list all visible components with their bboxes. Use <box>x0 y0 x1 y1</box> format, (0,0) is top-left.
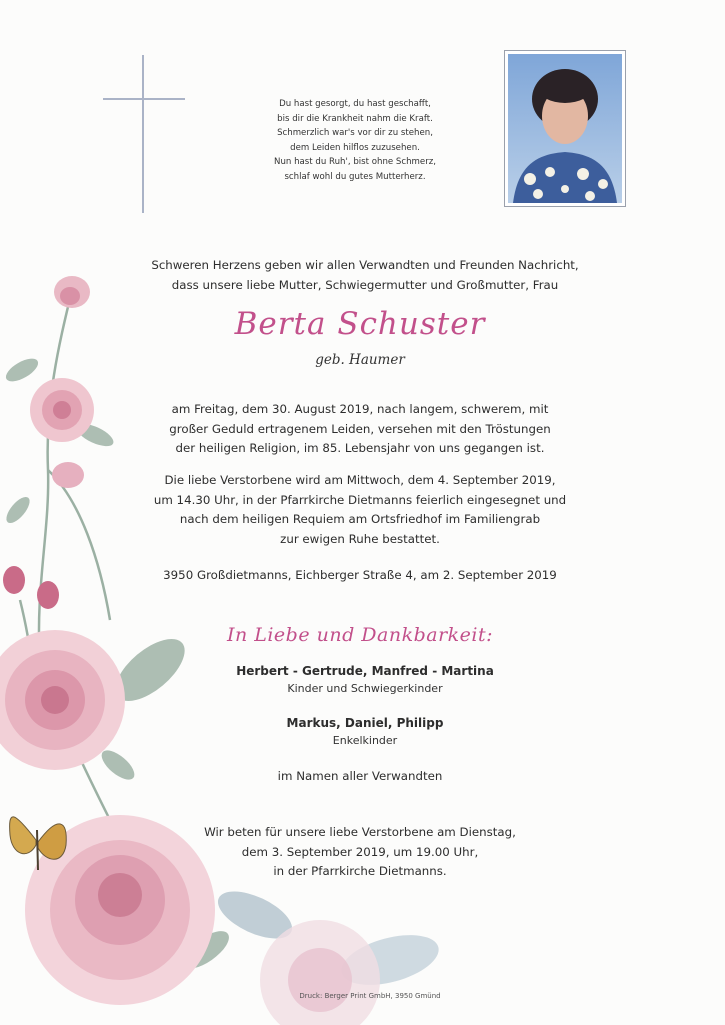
death-notice <box>110 400 610 459</box>
funeral-line: Die liebe Verstorbene wird am Mittwoch, dem 4. September 2019, <box>164 473 556 487</box>
relatives-line: im Namen aller Verwandten <box>277 769 443 783</box>
poem-line: schlaf wohl du gutes Mutterherz. <box>284 171 426 182</box>
poem-line: Schmerzlich war's vor dir zu stehen, <box>277 128 433 138</box>
poem <box>230 97 480 184</box>
intro-line: Schweren Herzens geben wir allen Verwandten und Freunden Nachricht, <box>151 258 579 272</box>
funeral-details <box>110 471 610 549</box>
deceased-name: Berta Schuster <box>234 306 486 342</box>
grandchildren-names: Markus, Daniel, Philipp <box>286 716 444 730</box>
prayer-notice <box>110 823 610 882</box>
prayer-line: in der Pfarrkirche Dietmanns. <box>273 864 447 878</box>
grandchildren-relation: Enkelkinder <box>332 734 398 747</box>
poem-line: Du hast gesorgt, du hast geschafft, <box>279 99 431 109</box>
printer-credit: Druck: Berger Print GmbH, 3950 Gmünd <box>299 992 441 1000</box>
place-date: 3950 Großdietmanns, Eichberger Straße 4, am 2. September 2019 <box>163 568 557 582</box>
intro-text <box>110 255 620 295</box>
funeral-line: nach dem heiligen Requiem am Ortsfriedhof im Familiengrab <box>179 512 541 526</box>
maiden-name: geb. Haumer <box>315 352 405 368</box>
children-names: Herbert - Gertrude, Manfred - Martina <box>236 664 494 678</box>
prayer-line: Wir beten für unsere liebe Verstorbene am Dienstag, <box>204 825 516 839</box>
portrait-photo <box>504 50 626 207</box>
poem-line: Nun hast du Ruh', bist ohne Schmerz, <box>274 157 436 167</box>
cross-symbol <box>103 55 185 215</box>
death-notice-line: am Freitag, dem 30. August 2019, nach langem, schwerem, mit <box>171 402 549 416</box>
poem-line: bis dir die Krankheit nahm die Kraft. <box>277 113 433 124</box>
funeral-line: um 14.30 Uhr, in der Pfarrkirche Dietmanns feierlich eingesegnet und <box>153 492 567 507</box>
intro-line: dass unsere liebe Mutter, Schwiegermutter und Großmutter, Frau <box>171 278 559 292</box>
prayer-line: dem 3. September 2019, um 19.00 Uhr, <box>241 844 479 859</box>
thanks-heading: In Liebe und Dankbarkeit: <box>226 624 494 646</box>
funeral-line: zur ewigen Ruhe bestattet. <box>280 531 440 546</box>
death-notice-line: der heiligen Religion, im 85. Lebensjahr von uns gegangen ist. <box>175 441 545 455</box>
poem-line: dem Leiden hilflos zuzusehen. <box>290 142 420 153</box>
death-notice-line: großer Geduld ertragenem Leiden, versehen mit den Tröstungen <box>169 421 551 436</box>
children-relation: Kinder und Schwiegerkinder <box>287 682 443 695</box>
